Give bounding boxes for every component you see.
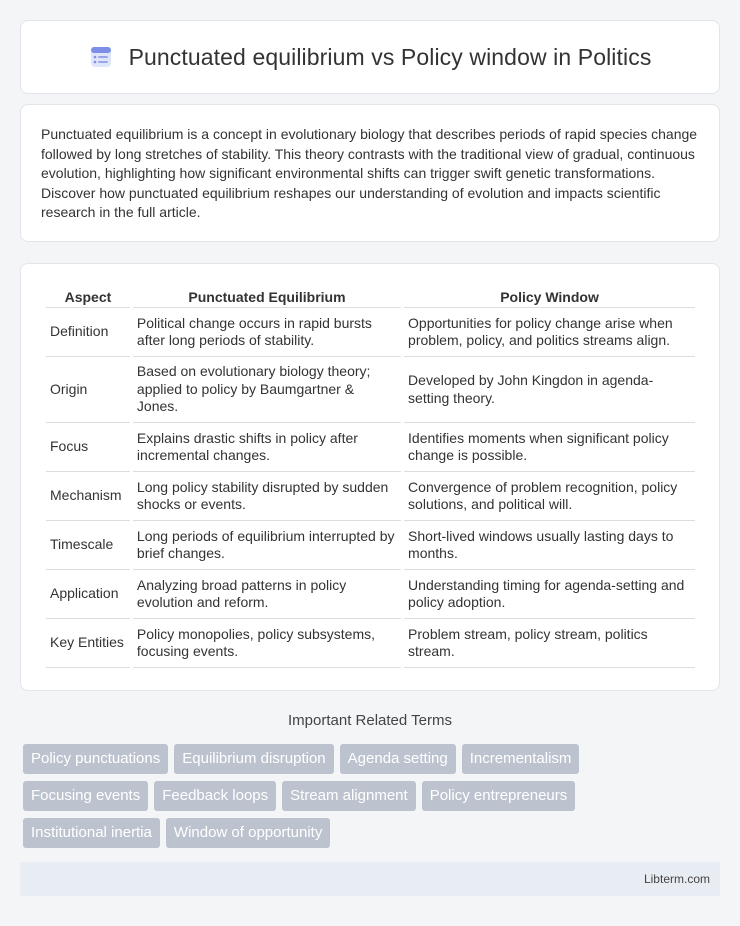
- tag-row: [23, 744, 723, 774]
- table-row: [46, 619, 695, 668]
- tag-policy-entrepreneurs[interactable]: Policy entrepreneurs: [422, 781, 576, 811]
- cell-punctuated: Political change occurs in rapid bursts after long periods of stability.: [133, 308, 401, 357]
- cell-punctuated: Explains drastic shifts in policy after incremental changes.: [133, 423, 401, 472]
- table-row: [46, 570, 695, 619]
- page-title: Punctuated equilibrium vs Policy window in Politics: [128, 43, 652, 70]
- tag-row: [23, 781, 723, 811]
- tag-feedback-loops[interactable]: Feedback loops: [154, 781, 276, 811]
- tag-policy-punctuations[interactable]: Policy punctuations: [23, 744, 168, 774]
- tag-stream-alignment[interactable]: Stream alignment: [282, 781, 416, 811]
- tag-equilibrium-disruption[interactable]: Equilibrium disruption: [174, 744, 333, 774]
- tag-agenda-setting[interactable]: Agenda setting: [340, 744, 456, 774]
- tag-row: [23, 818, 723, 848]
- cell-window: Short-lived windows usually lasting days to months.: [404, 521, 695, 570]
- cell-window: Identifies moments when significant policy change is possible.: [404, 423, 695, 472]
- header-aspect: Aspect: [46, 284, 130, 308]
- table-row: [46, 521, 695, 570]
- cell-window: Understanding timing for agenda-setting and policy adoption.: [404, 570, 695, 619]
- cell-aspect: Key Entities: [46, 619, 130, 668]
- cell-aspect: Timescale: [46, 521, 130, 570]
- cell-window: Developed by John Kingdon in agenda-setting theory.: [404, 357, 695, 423]
- related-terms-list: [23, 744, 723, 855]
- table-row: [46, 423, 695, 472]
- header-policy-window: Policy Window: [404, 284, 695, 308]
- cell-window: Opportunities for policy change arise when problem, policy, and politics streams align.: [404, 308, 695, 357]
- cell-window: Convergence of problem recognition, policy solutions, and political will.: [404, 472, 695, 521]
- cell-aspect: Focus: [46, 423, 130, 472]
- footer: [20, 862, 720, 896]
- table-header-row: [46, 284, 695, 308]
- cell-aspect: Application: [46, 570, 130, 619]
- cell-punctuated: Analyzing broad patterns in policy evolution and reform.: [133, 570, 401, 619]
- tag-incrementalism[interactable]: Incrementalism: [462, 744, 580, 774]
- cell-aspect: Origin: [46, 357, 130, 423]
- header-punctuated-equilibrium: Punctuated Equilibrium: [133, 284, 401, 308]
- tag-window-of-opportunity[interactable]: Window of opportunity: [166, 818, 330, 848]
- cell-aspect: Mechanism: [46, 472, 130, 521]
- footer-site-link[interactable]: Libterm.com: [643, 872, 710, 886]
- cell-punctuated: Long policy stability disrupted by sudden shocks or events.: [133, 472, 401, 521]
- related-terms-title: Important Related Terms: [288, 712, 452, 729]
- tag-focusing-events[interactable]: Focusing events: [23, 781, 148, 811]
- table-row: [46, 308, 695, 357]
- cell-window: Problem stream, policy stream, politics stream.: [404, 619, 695, 668]
- tag-institutional-inertia[interactable]: Institutional inertia: [23, 818, 160, 848]
- cell-aspect: Definition: [46, 308, 130, 357]
- intro-card: [20, 104, 720, 242]
- cell-punctuated: Policy monopolies, policy subsystems, focusing events.: [133, 619, 401, 668]
- table-row: [46, 472, 695, 521]
- document-list-icon: [89, 45, 113, 69]
- comparison-table-card: [20, 263, 720, 691]
- table-row: [46, 357, 695, 423]
- cell-punctuated: Long periods of equilibrium interrupted by brief changes.: [133, 521, 401, 570]
- header-card: [20, 20, 720, 94]
- comparison-table: [43, 284, 698, 668]
- intro-text: Punctuated equilibrium is a concept in evolutionary biology that describes periods of rapid species change followed by long stretches of stability. This theory contrasts with the traditional view of gradual, continuous evolution, highlighting how significant environmental shifts can trigger swift genetic transformations. Discover how punctuated equilibrium reshapes our understanding of evolution and impacts scientific research in the full article.: [41, 126, 698, 221]
- cell-punctuated: Based on evolutionary biology theory; applied to policy by Baumgartner & Jones.: [133, 357, 401, 423]
